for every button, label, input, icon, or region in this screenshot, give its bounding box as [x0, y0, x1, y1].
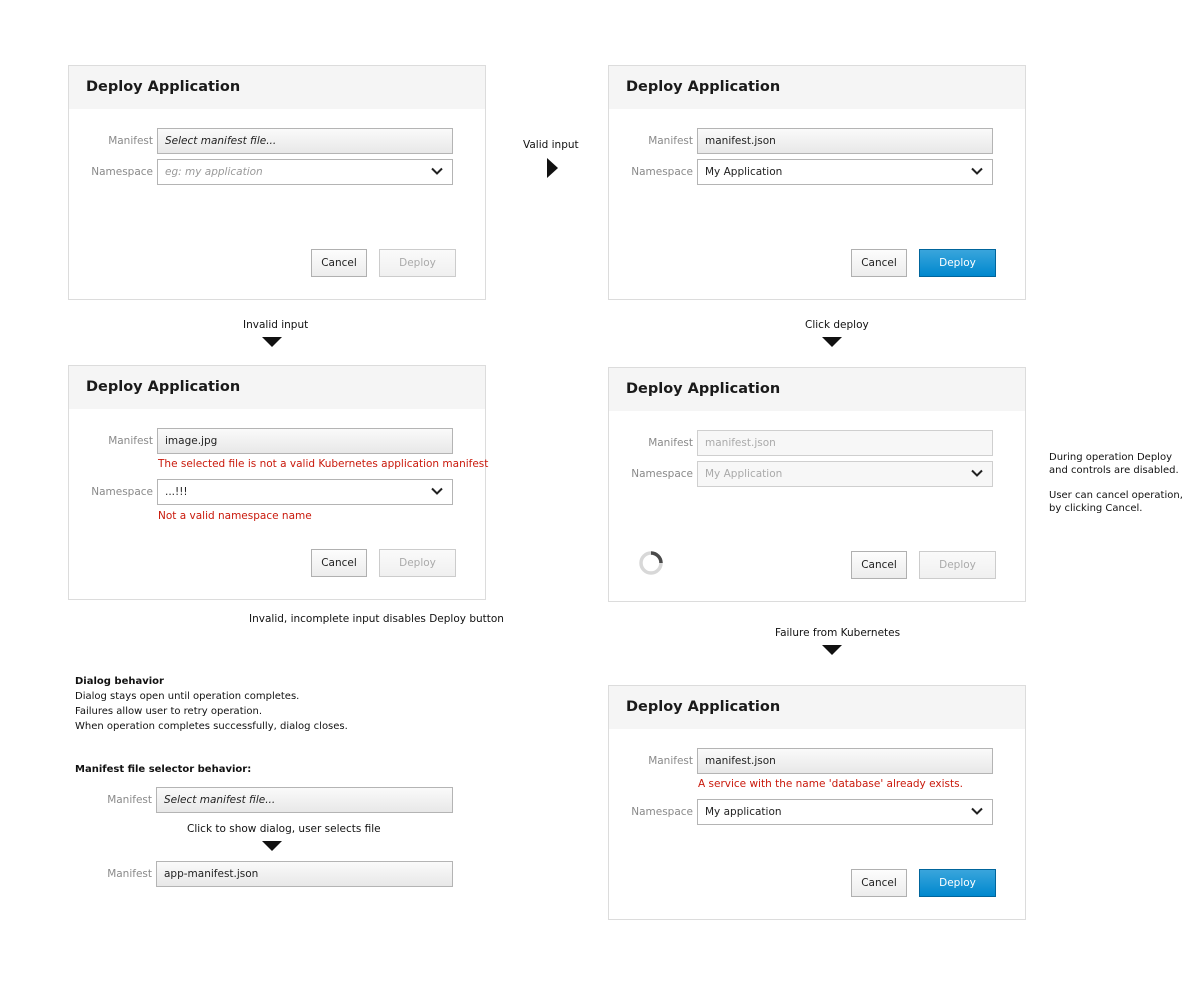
- arrow-down-icon: [822, 645, 842, 656]
- cancel-button[interactable]: Cancel: [851, 869, 907, 897]
- side-note-line: User can cancel operation,: [1049, 490, 1183, 501]
- namespace-select[interactable]: [697, 799, 993, 825]
- dialog-behavior-line: Dialog stays open until operation completes.: [75, 691, 300, 702]
- selector-click-note: Click to show dialog, user selects file: [187, 823, 381, 835]
- manifest-label: Manifest: [107, 794, 152, 806]
- manifest-file-selector[interactable]: manifest.json: [697, 128, 993, 154]
- transition-valid-input: Valid input: [523, 139, 579, 151]
- transition-failure: Failure from Kubernetes: [775, 627, 901, 639]
- cancel-button[interactable]: Cancel: [851, 551, 907, 579]
- spinner-icon: [638, 550, 664, 576]
- side-note-line: and controls are disabled.: [1049, 464, 1179, 476]
- selector-behavior-title: Manifest file selector behavior:: [75, 764, 252, 775]
- deploy-error: A service with the name 'database' already exists.: [698, 778, 963, 790]
- manifest-label: Manifest: [108, 135, 153, 147]
- namespace-label: Namespace: [631, 166, 693, 178]
- namespace-placeholder: eg: my application: [165, 166, 263, 178]
- dialog-behavior-notes: [75, 674, 348, 734]
- namespace-select[interactable]: [157, 159, 453, 185]
- namespace-label: Namespace: [631, 468, 693, 480]
- dialog-valid: [608, 65, 1026, 300]
- cancel-button[interactable]: Cancel: [311, 249, 367, 277]
- manifest-label: Manifest: [648, 135, 693, 147]
- side-note: [1049, 452, 1183, 515]
- cancel-button[interactable]: Cancel: [311, 549, 367, 577]
- namespace-value: My application: [705, 806, 782, 818]
- namespace-error: Not a valid namespace name: [158, 510, 312, 522]
- side-note-line: by clicking Cancel.: [1049, 502, 1143, 514]
- arrow-down-icon: [822, 337, 842, 348]
- dialog-invalid: [68, 365, 489, 600]
- invalid-note: Invalid, incomplete input disables Deploy button: [249, 613, 504, 625]
- dialog-title: Deploy Application: [609, 686, 1025, 729]
- manifest-file-selector[interactable]: image.jpg: [157, 428, 453, 454]
- transition-click-deploy: Click deploy: [805, 319, 869, 331]
- deploy-button[interactable]: Deploy: [919, 551, 996, 579]
- deploy-button[interactable]: Deploy: [919, 249, 996, 277]
- chevron-down-icon: [970, 164, 984, 178]
- namespace-label: Namespace: [91, 486, 153, 498]
- dialog-deploying: [608, 367, 1026, 602]
- manifest-file-selector[interactable]: Select manifest file...: [157, 128, 453, 154]
- manifest-file-selector[interactable]: manifest.json: [697, 748, 993, 774]
- dialog-behavior-line: Failures allow user to retry operation.: [75, 706, 263, 717]
- arrow-down-icon: [262, 841, 282, 852]
- dialog-behavior-title: Dialog behavior: [75, 676, 164, 687]
- manifest-file-selector-selected[interactable]: app-manifest.json: [156, 861, 453, 887]
- dialog-title: Deploy Application: [69, 66, 485, 109]
- namespace-value: ...!!!: [165, 486, 188, 498]
- manifest-label: Manifest: [648, 437, 693, 449]
- manifest-label: Manifest: [107, 868, 152, 880]
- dialog-title: Deploy Application: [609, 368, 1025, 411]
- chevron-down-icon: [970, 804, 984, 818]
- namespace-select[interactable]: [697, 159, 993, 185]
- namespace-value: My Application: [705, 468, 783, 480]
- chevron-down-icon: [430, 484, 444, 498]
- dialog-initial: [68, 65, 486, 300]
- dialog-behavior-line: When operation completes successfully, dialog closes.: [75, 721, 348, 732]
- manifest-file-selector-example[interactable]: Select manifest file...: [156, 787, 453, 813]
- deploy-button[interactable]: Deploy: [379, 549, 456, 577]
- dialog-failure: [608, 685, 1026, 920]
- chevron-down-icon: [970, 466, 984, 480]
- deploy-button[interactable]: Deploy: [379, 249, 456, 277]
- namespace-label: Namespace: [91, 166, 153, 178]
- deploy-button[interactable]: Deploy: [919, 869, 996, 897]
- dialog-title: Deploy Application: [609, 66, 1025, 109]
- side-note-line: During operation Deploy: [1049, 452, 1172, 463]
- arrow-right-icon: [547, 158, 559, 178]
- namespace-label: Namespace: [631, 806, 693, 818]
- manifest-label: Manifest: [108, 435, 153, 447]
- arrow-down-icon: [262, 337, 282, 348]
- manifest-file-selector[interactable]: manifest.json: [697, 430, 993, 456]
- manifest-label: Manifest: [648, 755, 693, 767]
- namespace-value: My Application: [705, 166, 783, 178]
- namespace-select[interactable]: [697, 461, 993, 487]
- chevron-down-icon: [430, 164, 444, 178]
- namespace-select[interactable]: [157, 479, 453, 505]
- transition-invalid-input: Invalid input: [243, 319, 309, 331]
- cancel-button[interactable]: Cancel: [851, 249, 907, 277]
- manifest-error: The selected file is not a valid Kubernetes application manifest: [158, 458, 489, 470]
- dialog-title: Deploy Application: [69, 366, 485, 409]
